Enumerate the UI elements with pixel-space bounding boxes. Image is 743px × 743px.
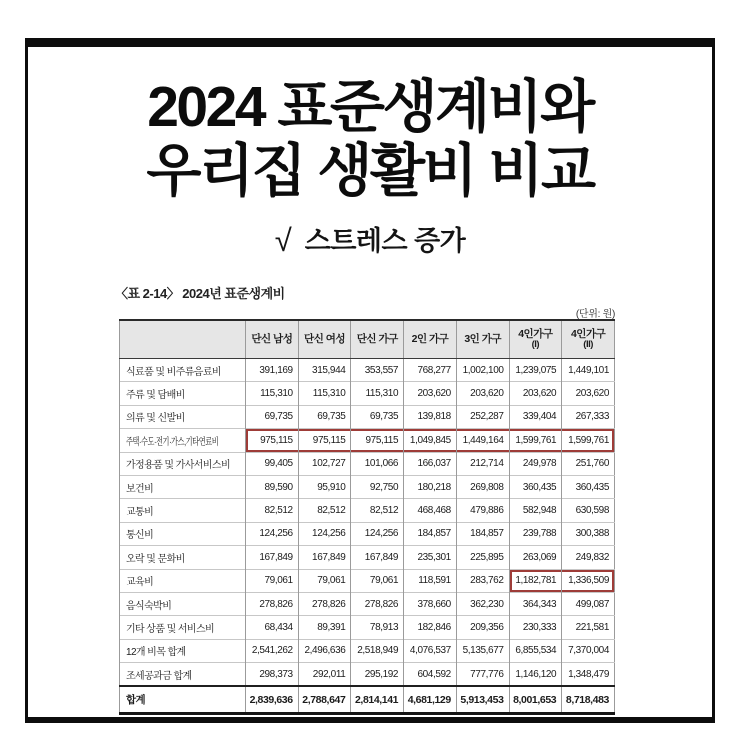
table-header bbox=[120, 320, 615, 359]
table-row bbox=[120, 452, 615, 475]
table-cell: 235,301 bbox=[404, 546, 457, 569]
table-cell: 1,182,781 bbox=[509, 569, 562, 592]
table-cell: 360,435 bbox=[509, 475, 562, 498]
table-cell: 630,598 bbox=[562, 499, 615, 522]
table-cell: 184,857 bbox=[456, 522, 509, 545]
table-cell: 167,849 bbox=[246, 546, 299, 569]
column-header: 3인 가구 bbox=[456, 320, 509, 359]
table-cell: 69,735 bbox=[246, 405, 299, 428]
table-cell: 278,826 bbox=[351, 592, 404, 615]
table-cell: 5,135,677 bbox=[456, 639, 509, 662]
row-label-text: 12개 비목 합계 bbox=[126, 647, 186, 659]
table-cell: 124,256 bbox=[246, 522, 299, 545]
table-cell: 1,449,101 bbox=[562, 359, 615, 382]
table-cell: 69,735 bbox=[351, 405, 404, 428]
table-cell: 139,818 bbox=[404, 405, 457, 428]
row-label bbox=[120, 569, 246, 592]
table-cell: 4,681,129 bbox=[404, 686, 457, 714]
table-cell: 2,788,647 bbox=[298, 686, 351, 714]
table-cell: 1,336,509 bbox=[562, 569, 615, 592]
table-cell: 225,895 bbox=[456, 546, 509, 569]
table-row bbox=[120, 686, 615, 714]
table-cell: 1,599,761 bbox=[562, 429, 615, 452]
table-cell: 468,468 bbox=[404, 499, 457, 522]
table-cell: 92,750 bbox=[351, 475, 404, 498]
table-caption: 〈표 2-14〉 2024년 표준생계비 bbox=[115, 286, 285, 301]
table-cell: 292,011 bbox=[298, 663, 351, 687]
table-cell: 267,333 bbox=[562, 405, 615, 428]
row-label-text: 교통비 bbox=[126, 507, 154, 519]
table-cell: 1,449,164 bbox=[456, 429, 509, 452]
table-cell: 252,287 bbox=[456, 405, 509, 428]
row-label bbox=[120, 663, 246, 687]
table-cell: 115,310 bbox=[298, 382, 351, 405]
table-cell: 975,115 bbox=[298, 429, 351, 452]
table-cell: 2,839,636 bbox=[246, 686, 299, 714]
column-header: 4인가구 (II) bbox=[562, 320, 615, 359]
table-cell: 124,256 bbox=[351, 522, 404, 545]
column-header: 단신 남성 bbox=[246, 320, 299, 359]
table-cell: 975,115 bbox=[246, 429, 299, 452]
table-cell: 300,388 bbox=[562, 522, 615, 545]
row-label bbox=[120, 382, 246, 405]
row-label-text: 음식숙박비 bbox=[126, 600, 172, 612]
table-cell: 203,620 bbox=[562, 382, 615, 405]
table-row bbox=[120, 475, 615, 498]
table-cell: 378,660 bbox=[404, 592, 457, 615]
table-cell: 95,910 bbox=[298, 475, 351, 498]
table-cell: 7,370,004 bbox=[562, 639, 615, 662]
table-cell: 167,849 bbox=[351, 546, 404, 569]
table-cell: 1,348,479 bbox=[562, 663, 615, 687]
column-header: 4인가구 (I) bbox=[509, 320, 562, 359]
row-label-text: 주류 및 담배비 bbox=[126, 390, 185, 402]
title-line-2: 우리집 생활비 비교 bbox=[146, 139, 594, 203]
table-cell: 82,512 bbox=[351, 499, 404, 522]
row-label-text: 식료품 및 비주류음료비 bbox=[126, 366, 221, 378]
table-cell: 79,061 bbox=[351, 569, 404, 592]
table-row bbox=[120, 569, 615, 592]
table-cell: 101,066 bbox=[351, 452, 404, 475]
table-cell: 278,826 bbox=[246, 592, 299, 615]
table-row bbox=[120, 546, 615, 569]
table-cell: 1,146,120 bbox=[509, 663, 562, 687]
standard-living-cost-table bbox=[119, 319, 615, 715]
table-cell: 82,512 bbox=[298, 499, 351, 522]
table-row bbox=[120, 405, 615, 428]
table-cell: 269,808 bbox=[456, 475, 509, 498]
row-label bbox=[120, 686, 246, 714]
table-cell: 2,541,262 bbox=[246, 639, 299, 662]
subtitle-text: 스트레스 증가 bbox=[304, 226, 466, 256]
table-cell: 1,239,075 bbox=[509, 359, 562, 382]
table-cell: 115,310 bbox=[351, 382, 404, 405]
row-label bbox=[120, 592, 246, 615]
check-icon: √ bbox=[274, 223, 292, 258]
row-label-text: 의류 및 신발비 bbox=[126, 413, 185, 425]
table-cell: 278,826 bbox=[298, 592, 351, 615]
table-cell: 239,788 bbox=[509, 522, 562, 545]
row-label bbox=[120, 639, 246, 662]
table-cell: 249,978 bbox=[509, 452, 562, 475]
table-cell: 4,076,537 bbox=[404, 639, 457, 662]
column-header: 단신 가구 bbox=[351, 320, 404, 359]
table-cell: 251,760 bbox=[562, 452, 615, 475]
table-cell: 777,776 bbox=[456, 663, 509, 687]
table-row bbox=[120, 522, 615, 545]
row-label bbox=[120, 475, 246, 498]
table-row bbox=[120, 359, 615, 382]
table-cell: 78,913 bbox=[351, 616, 404, 639]
table-row bbox=[120, 663, 615, 687]
table-cell: 1,049,845 bbox=[404, 429, 457, 452]
row-label-text: 조세공과금 합계 bbox=[126, 670, 192, 682]
table-cell: 89,391 bbox=[298, 616, 351, 639]
table-cell: 115,310 bbox=[246, 382, 299, 405]
row-label-text: 통신비 bbox=[126, 530, 154, 542]
table-cell: 2,518,949 bbox=[351, 639, 404, 662]
row-label bbox=[120, 616, 246, 639]
row-label-text: 가정용품 및 가사서비스비 bbox=[126, 460, 231, 472]
row-label-text: 오락 및 문화비 bbox=[126, 553, 185, 565]
table-body bbox=[120, 359, 615, 714]
header-row bbox=[120, 320, 615, 359]
table-cell: 364,343 bbox=[509, 592, 562, 615]
table-row bbox=[120, 429, 615, 452]
poster-title bbox=[28, 75, 712, 203]
table-cell: 479,886 bbox=[456, 499, 509, 522]
table-cell: 362,230 bbox=[456, 592, 509, 615]
table-cell: 221,581 bbox=[562, 616, 615, 639]
poster-frame bbox=[25, 38, 715, 723]
column-header-sub: (II) bbox=[583, 339, 593, 351]
table-cell: 99,405 bbox=[246, 452, 299, 475]
row-label bbox=[120, 499, 246, 522]
table-cell: 2,496,636 bbox=[298, 639, 351, 662]
table-cell: 360,435 bbox=[562, 475, 615, 498]
table-cell: 209,356 bbox=[456, 616, 509, 639]
row-label-text: 주택·수도·전기·가스,기타연료비 bbox=[126, 436, 219, 448]
table-cell: 79,061 bbox=[246, 569, 299, 592]
corner-cell bbox=[120, 320, 246, 359]
table-row bbox=[120, 499, 615, 522]
table-row bbox=[120, 616, 615, 639]
row-label-text: 보건비 bbox=[126, 483, 154, 495]
row-label bbox=[120, 429, 246, 452]
table-row bbox=[120, 592, 615, 615]
table-cell: 182,846 bbox=[404, 616, 457, 639]
table-cell: 1,002,100 bbox=[456, 359, 509, 382]
table-cell: 604,592 bbox=[404, 663, 457, 687]
column-header: 단신 여성 bbox=[298, 320, 351, 359]
table-cell: 180,218 bbox=[404, 475, 457, 498]
table-cell: 8,718,483 bbox=[562, 686, 615, 714]
table-cell: 203,620 bbox=[404, 382, 457, 405]
row-label-text: 기타 상품 및 서비스비 bbox=[126, 623, 215, 635]
table-cell: 1,599,761 bbox=[509, 429, 562, 452]
table-cell: 295,192 bbox=[351, 663, 404, 687]
table-cell: 102,727 bbox=[298, 452, 351, 475]
table-cell: 124,256 bbox=[298, 522, 351, 545]
table-cell: 582,948 bbox=[509, 499, 562, 522]
table-cell: 167,849 bbox=[298, 546, 351, 569]
unit-note: (단위: 원) bbox=[575, 309, 615, 320]
table-cell: 230,333 bbox=[509, 616, 562, 639]
title-line-1: 2024 표준생계비와 bbox=[147, 75, 593, 139]
table-cell: 5,913,453 bbox=[456, 686, 509, 714]
table-row bbox=[120, 639, 615, 662]
table-cell: 118,591 bbox=[404, 569, 457, 592]
table-cell: 263,069 bbox=[509, 546, 562, 569]
table-cell: 69,735 bbox=[298, 405, 351, 428]
column-header: 2인 가구 bbox=[404, 320, 457, 359]
table-cell: 203,620 bbox=[456, 382, 509, 405]
row-label bbox=[120, 522, 246, 545]
table-cell: 89,590 bbox=[246, 475, 299, 498]
table-cell: 2,814,141 bbox=[351, 686, 404, 714]
table-cell: 353,557 bbox=[351, 359, 404, 382]
table-cell: 391,169 bbox=[246, 359, 299, 382]
table-cell: 298,373 bbox=[246, 663, 299, 687]
table-cell: 249,832 bbox=[562, 546, 615, 569]
table-cell: 68,434 bbox=[246, 616, 299, 639]
table-cell: 339,404 bbox=[509, 405, 562, 428]
table-cell: 8,001,653 bbox=[509, 686, 562, 714]
subtitle bbox=[28, 219, 712, 258]
table-cell: 6,855,534 bbox=[509, 639, 562, 662]
table-cell: 499,087 bbox=[562, 592, 615, 615]
row-label bbox=[120, 452, 246, 475]
table-cell: 315,944 bbox=[298, 359, 351, 382]
table-cell: 184,857 bbox=[404, 522, 457, 545]
table-cell: 82,512 bbox=[246, 499, 299, 522]
table-cell: 212,714 bbox=[456, 452, 509, 475]
table-cell: 768,277 bbox=[404, 359, 457, 382]
table-cell: 166,037 bbox=[404, 452, 457, 475]
row-label bbox=[120, 546, 246, 569]
row-label bbox=[120, 405, 246, 428]
row-label-text: 교육비 bbox=[126, 577, 154, 589]
table-cell: 975,115 bbox=[351, 429, 404, 452]
row-label-text: 합계 bbox=[126, 694, 146, 707]
table-cell: 283,762 bbox=[456, 569, 509, 592]
table-cell: 203,620 bbox=[509, 382, 562, 405]
row-label bbox=[120, 359, 246, 382]
table-cell: 79,061 bbox=[298, 569, 351, 592]
table-row bbox=[120, 382, 615, 405]
column-header-sub: (I) bbox=[531, 339, 540, 351]
